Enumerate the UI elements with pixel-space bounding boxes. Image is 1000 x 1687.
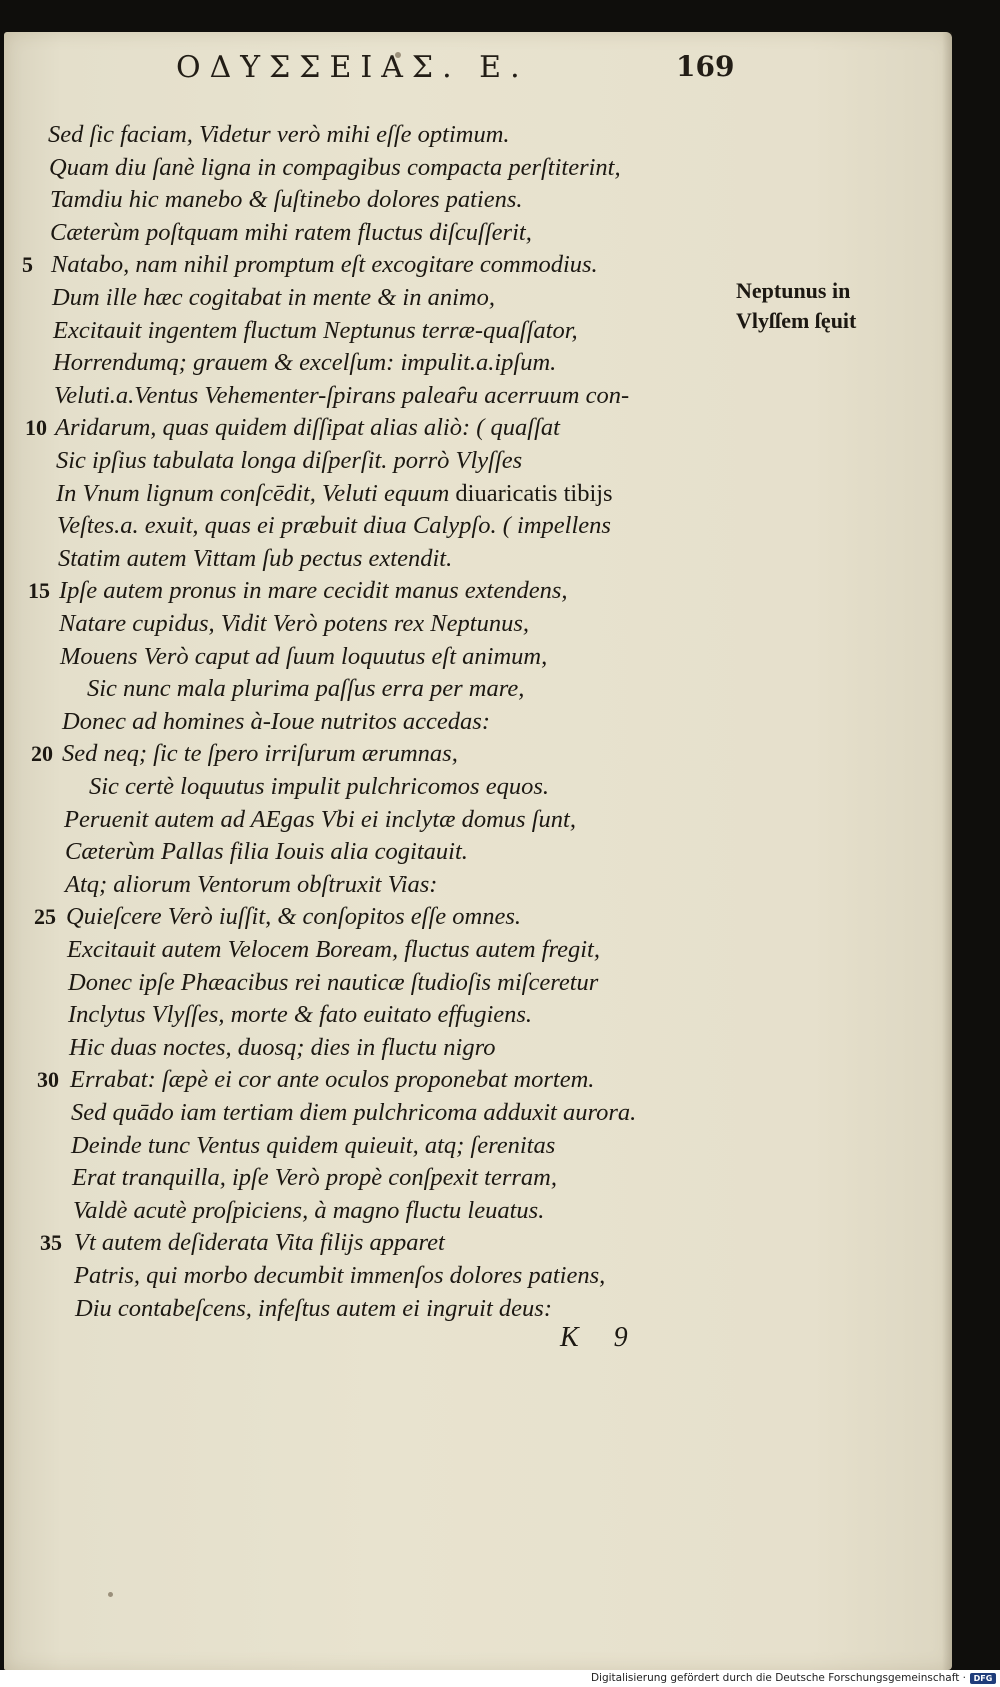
verse-line-gloss: diuaricatis tibijs bbox=[449, 479, 613, 507]
verse-line bbox=[59, 574, 567, 608]
verse-line-text: Cæterùm poſtquam mihi ratem fluctus diſcuſſerit, bbox=[50, 218, 532, 246]
line-number: 30 bbox=[37, 1067, 59, 1093]
verse-line bbox=[89, 770, 549, 804]
verse-line bbox=[48, 118, 510, 152]
line-number: 15 bbox=[28, 578, 50, 604]
verse-line bbox=[55, 411, 560, 445]
verse-line-text: Natabo, nam nihil promptum eſt excogitare commodius. bbox=[51, 251, 598, 279]
page-edge-shadow bbox=[942, 32, 952, 1670]
verse-line bbox=[71, 1096, 636, 1130]
verse-line-text: Valdè acutè proſpiciens, à magno fluctu leuatus. bbox=[73, 1196, 545, 1224]
verse-line bbox=[70, 1063, 594, 1097]
verse-line bbox=[73, 1194, 544, 1228]
verse-line-text: Tamdiu hic manebo & ſuſtinebo dolores patiens. bbox=[50, 186, 523, 214]
verse-line-text: Deinde tunc Ventus quidem quieuit, atq; ſerenitas bbox=[71, 1131, 556, 1159]
verse-line bbox=[68, 998, 532, 1032]
verse-line bbox=[59, 607, 529, 641]
verse-line-text: Natare cupidus, Vidit Verò potens rex Neptunus, bbox=[59, 610, 529, 637]
verse-line-text: Errabat: ſæpè ei cor ante oculos proponebat mortem. bbox=[70, 1066, 595, 1094]
verse-line-text: Aridarum, quas quidem diſſipat alias aliò: ( quaſſat bbox=[55, 414, 560, 442]
verse-line-text: Cæterùm Pallas filia Iouis alia cogitauit. bbox=[65, 838, 468, 866]
verse-line bbox=[56, 444, 522, 478]
verse-line bbox=[49, 151, 621, 185]
verse-line-text: Diu contabeſcens, infeſtus autem ei ingruit deus: bbox=[75, 1294, 552, 1322]
verse-line-text: Vt autem deſiderata Vita filijs apparet bbox=[74, 1229, 445, 1257]
page-number: 169 bbox=[676, 50, 735, 83]
verse-line-text: Veluti.a.Ventus Vehementer-ſpirans paleaȓu acerruum con- bbox=[54, 381, 630, 409]
verse-line-text: Sic ipſius tabulata longa diſperſit. porrò Vlyſſes bbox=[56, 447, 523, 474]
verse-line-text: Veſtes.a. exuit, quas ei præbuit diua Calypſo. ( impellens bbox=[57, 512, 611, 540]
verse-line-text: Quam diu ſanè ligna in compagibus compacta perſtiterint, bbox=[49, 153, 621, 181]
verse-line bbox=[56, 477, 613, 511]
verse-line bbox=[74, 1226, 445, 1260]
verse-line-text: In Vnum lignum conſcēdit, Veluti equum bbox=[56, 479, 450, 507]
line-number: 25 bbox=[34, 904, 56, 930]
verse-line bbox=[68, 966, 598, 1000]
running-title: ΟΔΥΣΣΕΙΑΣ. Ε. bbox=[176, 50, 529, 85]
verse-line-text: Sic nunc mala plurima paſſus erra per mare, bbox=[87, 675, 525, 703]
verse-line bbox=[66, 900, 521, 934]
verse-line bbox=[54, 379, 629, 413]
verse-line bbox=[50, 216, 532, 250]
verse-line bbox=[65, 835, 468, 869]
verse-line-text: Mouens Verò caput ad ſuum loquutus eſt animum, bbox=[60, 642, 548, 670]
verse-line bbox=[62, 737, 458, 771]
verse-line-text: Sic certè loquutus impulit pulchricomos equos. bbox=[89, 773, 549, 800]
verse-line bbox=[75, 1292, 552, 1326]
verse-line-text: Erat tranquilla, ipſe Verò propè conſpexit terram, bbox=[72, 1164, 557, 1192]
footer-credit: Digitalisierung gefördert durch die Deutsche Forschungsgemeinschaft · bbox=[590, 1672, 966, 1684]
verse-line-text: Hic duas noctes, duosq; dies in fluctu nigro bbox=[69, 1033, 496, 1061]
verse-line-text: Sed ſic faciam, Videtur verò mihi eſſe optimum. bbox=[48, 121, 510, 148]
marginal-note-line: Neptunus in bbox=[736, 278, 851, 303]
verse-line-text: Statim autem Vittam ſub pectus extendit. bbox=[58, 544, 453, 572]
verse-line bbox=[64, 803, 576, 837]
verse-line-text: Inclytus Vlyſſes, morte & fato euitato effugiens. bbox=[68, 1001, 533, 1029]
line-number: 35 bbox=[40, 1230, 62, 1256]
verse-line bbox=[53, 346, 556, 380]
ink-speck bbox=[108, 1592, 113, 1597]
line-number: 20 bbox=[31, 741, 53, 767]
dfg-logo-icon: DFG bbox=[970, 1673, 996, 1684]
verse-line bbox=[53, 314, 578, 348]
verse-line bbox=[60, 640, 547, 674]
verse-line-text: Patris, qui morbo decumbit immenſos dolores patiens, bbox=[74, 1262, 606, 1289]
verse-line-text: Excitauit ingentem fluctum Neptunus terræ-quaſſator, bbox=[53, 316, 578, 344]
verse-line bbox=[67, 933, 600, 967]
verse-line-text: Dum ille hæc cogitabat in mente & in animo, bbox=[52, 284, 495, 311]
running-head bbox=[0, 50, 1000, 90]
verse-line bbox=[62, 705, 490, 739]
verse-line-text: Peruenit autem ad AEgas Vbi ei inclytæ domus ſunt, bbox=[64, 805, 576, 833]
verse-line bbox=[87, 672, 524, 706]
verse-line bbox=[50, 183, 523, 217]
verse-line-text: Ipſe autem pronus in mare cecidit manus extendens, bbox=[59, 577, 568, 605]
verse-line bbox=[72, 1161, 557, 1195]
footer bbox=[0, 1670, 1000, 1687]
verse-line bbox=[52, 281, 495, 315]
verse-line-text: Horrendumq; grauem & excelſum: impulit.a.ipſum. bbox=[53, 349, 557, 377]
line-number: 5 bbox=[22, 252, 33, 278]
verse-line-text: Donec ad homines à-Ioue nutritos accedas: bbox=[62, 707, 490, 735]
verse-line-text: Sed neq; ſic te ſpero irriſurum ærumnas, bbox=[62, 740, 458, 768]
marginal-note-line: Vlyſſem ſęuit bbox=[736, 308, 857, 333]
verse-line-text: Excitauit autem Velocem Boream, fluctus autem fregit, bbox=[67, 936, 600, 963]
verse-line bbox=[58, 542, 452, 576]
verse-line-text: Atq; aliorum Ventorum obſtruxit Vias: bbox=[65, 870, 438, 898]
catchword: K 9 bbox=[560, 1322, 642, 1353]
verse-line-text: Donec ipſe Phæacibus rei nauticæ ſtudioſis miſceretur bbox=[68, 968, 599, 996]
verse-line bbox=[71, 1129, 555, 1163]
verse-line bbox=[51, 248, 598, 282]
marginal-note bbox=[736, 276, 856, 336]
verse-line bbox=[65, 868, 437, 902]
line-number: 10 bbox=[25, 415, 47, 441]
verse-line-text: Quieſcere Verò iuſſit, & conſopitos eſſe omnes. bbox=[66, 903, 521, 931]
verse-line bbox=[57, 509, 611, 543]
verse-line-text: Sed quādo iam tertiam diem pulchricoma adduxit aurora. bbox=[71, 1099, 637, 1126]
verse-line bbox=[74, 1259, 605, 1293]
verse-line bbox=[69, 1031, 495, 1065]
